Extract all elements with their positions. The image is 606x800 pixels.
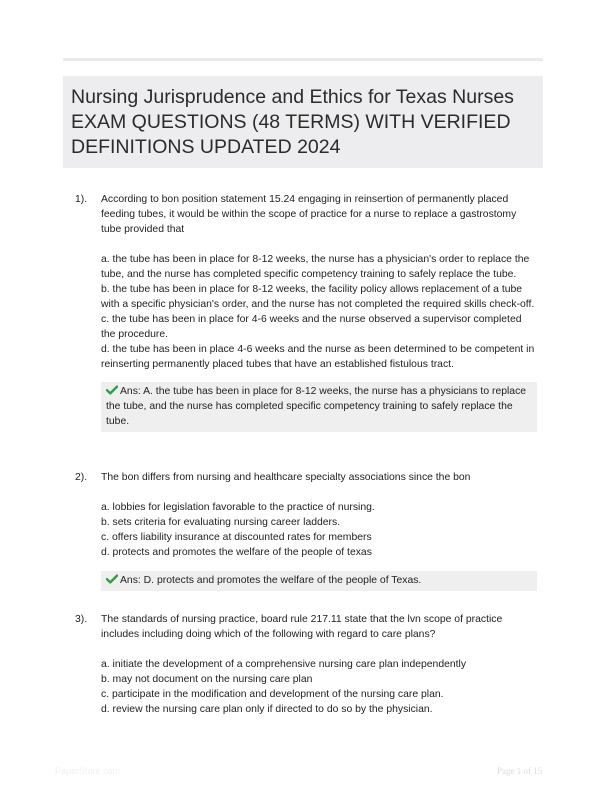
question-text: According to bon position statement 15.24 engaging in reinsertion of permanently placed feeding tubes, it would be within the scope of practice for a nurse to replace a gastrostomy tube provided that	[101, 194, 517, 235]
option-c: c. the tube has been in place for 4-6 weeks and the nurse observed a supervisor completed the procedure.	[101, 314, 522, 340]
answer-text: Ans: A. the tube has been in place for 8-12 weeks, the nurse has a physicians to replace the tube, and the nurse has completed specific competency training to safely replace the tube.	[106, 386, 527, 427]
question-number: 2).	[75, 472, 88, 483]
page-number: Page 1 of 15	[497, 766, 543, 776]
option-c: c. participate in the modification and development of the nursing care plan.	[101, 689, 444, 700]
option-a: a. the tube has been in place for 8-12 weeks, the nurse has a physician's order to replace the tube, and the nurse has completed specific competency training to safely replace the tube.	[101, 254, 530, 280]
option-a: a. lobbies for legislation favorable to the practice of nursing.	[101, 502, 375, 513]
option-d: d. protects and promotes the welfare of the people of texas	[101, 547, 372, 558]
question-number: 1).	[75, 194, 88, 205]
option-b: b. sets criteria for evaluating nursing career ladders.	[101, 517, 341, 528]
options-list	[101, 657, 537, 717]
document-title: Nursing Jurisprudence and Ethics for Texas Nurses EXAM QUESTIONS (48 TERMS) WITH VERIFIED DEFINITIONS UPDATED 2024	[71, 86, 514, 158]
option-c: c. offers liability insurance at discounted rates for members	[101, 532, 372, 543]
option-a: a. initiate the development of a comprehensive nursing care plan independently	[101, 659, 467, 670]
option-b: b. may not document on the nursing care plan	[101, 674, 313, 685]
question-text: The bon differs from nursing and healthcare specialty associations since the bon	[101, 472, 471, 483]
options-list	[101, 252, 537, 372]
question-2	[63, 470, 543, 591]
answer-box	[101, 571, 537, 591]
top-divider	[63, 58, 543, 61]
footer-watermark: PaperStore.com	[55, 766, 121, 776]
options-list	[101, 500, 537, 560]
checkmark-icon	[106, 385, 118, 395]
option-b: b. the tube has been in place for 8-12 weeks, the facility policy allows replacement of a tube with a specific physician's order, and the nurse has not completed the required skills check-off.	[101, 284, 535, 310]
question-text: The standards of nursing practice, board rule 217.11 state that the lvn scope of practice includes including doing which of the following with regard to care plans?	[101, 614, 503, 640]
title-banner	[63, 76, 543, 168]
question-number: 3).	[75, 614, 88, 625]
question-3	[63, 612, 543, 717]
answer-box	[101, 382, 537, 432]
answer-text: Ans: D. protects and promotes the welfare of the people of Texas.	[120, 575, 422, 586]
question-1	[63, 192, 543, 432]
checkmark-icon	[106, 574, 118, 584]
option-d: d. review the nursing care plan only if directed to do so by the physician.	[101, 704, 433, 715]
option-d: d. the tube has been in place 4-6 weeks and the nurse as been determined to be competent in reinserting permanently placed tubes that have an established fistulous tract.	[101, 344, 535, 370]
